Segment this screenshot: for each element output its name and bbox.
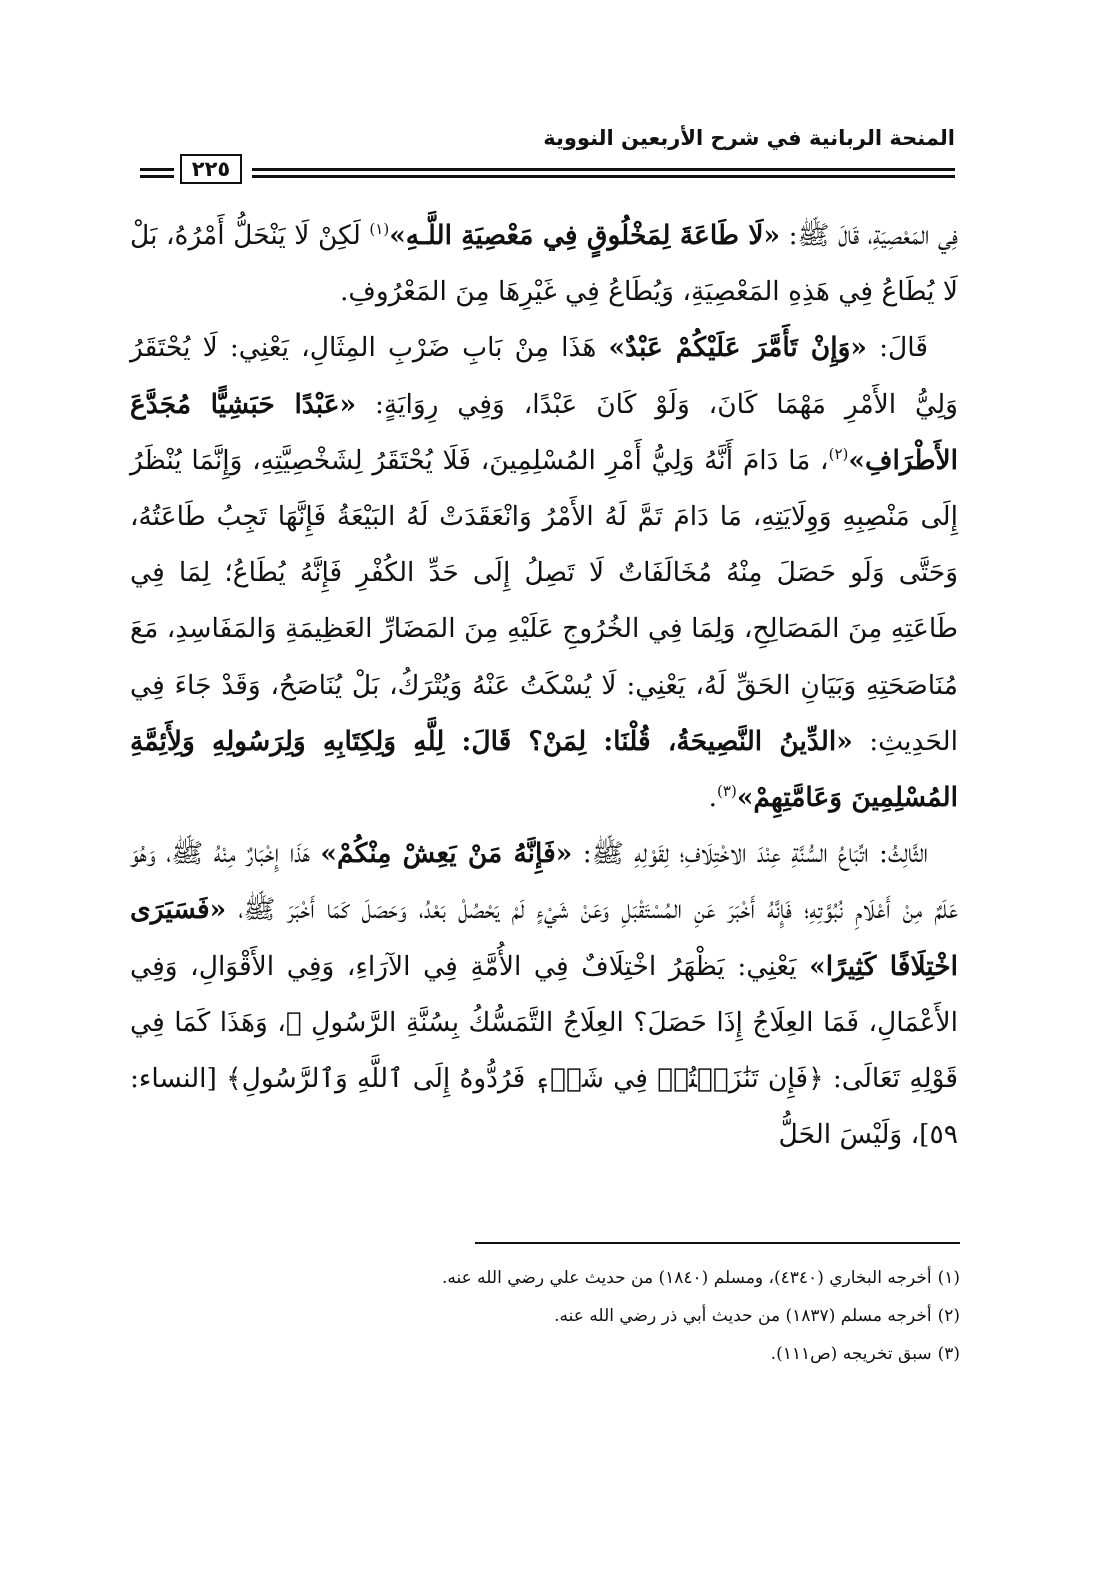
hadith-quote: «عَبْدًا حَبَشِيًّا مُجَدَّعَ الأَطْرَافِ» — [130, 388, 958, 476]
hadith-quote: «فَسَيَرَى اخْتِلَافًا كَثِيرًا» — [130, 894, 958, 982]
text-run: [النساء: ٥٩]، وَلَيْسَ الحَلُّ — [130, 1063, 958, 1151]
book-title: المنحة الربانية في شرح الأربعين النووية — [543, 126, 955, 150]
text-run: ، مَا دَامَ أَنَّهُ وَلِيُّ أَمْرِ المُسْلِمِينَ، فَلَا يُحْتَقَرُ لِشَخْصِيَّتِهِ، وَإِنَّمَا يُنْظَرُ إِلَى مَنْصِبِهِ وَوِلَايَتِهِ، مَا دَامَ تَمَّ لَهُ الأَمْرُ وَانْعَقَدَتْ لَهُ البَيْعَةُ فَإِنَّهَا تَجِبُ طَاعَتُهُ، وَحَتَّى وَلَو حَصَلَ مِنْهُ مُخَالَفَاتٌ لَا تَصِلُ إِلَى حَدِّ الكُفْرِ فَإِنَّهُ يُطَاعُ؛ لِمَا فِي طَاعَتِهِ مِنَ المَصَالِحِ، وَلِمَا فِي الخُرُوجِ عَلَيْهِ مِنَ المَضَارِّ العَظِيمَةِ وَالمَفَاسِدِ، مَعَ مُنَاصَحَتِهِ وَبَيَانِ الحَقِّ لَهُ، يَعْنِي: لَا يُسْكَتُ عَنْهُ وَيُتْرَكُ، بَلْ يُنَاصَحُ، وَقَدْ جَاءَ فِي الحَدِيثِ: — [130, 444, 958, 757]
hadith-quote: «الدِّينُ النَّصِيحَةُ، قُلْنَا: لِمَنْ؟ قَالَ: لِلَّهِ وَلِكِتَابِهِ وَلِرَسُولِهِ وَلِأَئِمَّةِ المُسْلِمِينَ وَعَامَّتِهِمْ» — [130, 725, 958, 814]
footnote-1 — [300, 1259, 960, 1297]
text-run: قَالَ: — [866, 332, 928, 364]
text-run: فِي المَعْصِيَةِ، قَالَ ﷺ: — [780, 220, 958, 251]
text-run: لَكِنْ لَا يَنْحَلُّ أَمْرُهُ، بَلْ لَا يُطَاعُ فِي هَذِهِ المَعْصِيَةِ، وَيُطَاعُ فِي غَيْرِهَا مِنَ المَعْرُوفِ. — [130, 220, 958, 308]
footnote-text: أخرجه البخاري (٤٣٤٠)، ومسلم (١٨٤٠) من حديث علي رضي الله عنه. — [441, 1268, 932, 1288]
text-run: الثَّالِثُ: اتِّبَاعُ السُّنَّةِ عِنْدَ الاخْتِلَافِ؛ لِقَوْلِهِ ﷺ: — [572, 838, 928, 870]
header-rule-long — [252, 168, 955, 178]
footnote-ref[interactable]: (٢) — [828, 444, 849, 463]
main-text — [130, 208, 958, 1163]
hadith-quote: «فَإِنَّهُ مَنْ يَعِشْ مِنْكُمْ» — [320, 838, 573, 870]
page-number: ٢٢٥ — [180, 154, 242, 184]
footnote-separator — [475, 1242, 960, 1244]
footnote-mark: (٢) — [937, 1306, 960, 1326]
footnote-ref[interactable]: (١) — [369, 220, 390, 239]
footnote-mark: (٣) — [937, 1344, 960, 1364]
header-rule — [140, 152, 955, 192]
text-run: . — [708, 782, 718, 814]
text-run: هَذَا مِنْ بَابِ ضَرْبِ المِثَالِ، يَعْنِي: لَا يُحْتَقَرُ وَلِيُّ الأَمْرِ مَهْمَا كَانَ، وَلَوْ كَانَ عَبْدًا، وَفِي رِوَايَةٍ: — [130, 332, 958, 420]
quran-verse: ﴿فَإِن تَنَٰزَعۡتُمۡ فِي شَيۡءٖ فَرُدُّوهُ إِلَى ٱللَّهِ وَٱلرَّسُولِ﴾ — [226, 1063, 824, 1095]
footnote-text: أخرجه مسلم (١٨٣٧) من حديث أبي ذر رضي الله عنه. — [554, 1306, 932, 1326]
hadith-quote: «لَا طَاعَةَ لِمَخْلُوقٍ فِي مَعْصِيَةِ اللَّـهِ» — [389, 220, 781, 251]
text-run: هَذَا إِخْبَارٌ مِنْهُ ﷺ، وَهُوَ عَلَمٌ مِنْ أَعْلَامِ نُبُوَّتِهِ؛ فَإِنَّهُ أَخْبَرَ عَنِ المُسْتَقْبَلِ وَعَنْ شَيْءٍ لَمْ يَحْصُلْ بَعْدُ، وَحَصَلَ كَمَا أَخْبَرَ ﷺ، — [130, 838, 958, 926]
paragraph-3 — [130, 826, 958, 1163]
footnote-3 — [300, 1335, 960, 1373]
paragraph-1 — [130, 208, 958, 320]
hadith-quote: «وَإِنْ تَأَمَّرَ عَلَيْكُمْ عَبْدٌ» — [608, 332, 867, 364]
footnote-2 — [300, 1297, 960, 1335]
running-header — [140, 122, 955, 192]
paragraph-2 — [130, 320, 958, 826]
text-run: يَعْنِي: يَظْهَرُ اخْتِلَافٌ فِي الأُمَّةِ فِي الآرَاءِ، وَفِي الأَقْوَالِ، وَفِي الأَعْمَالِ، فَمَا العِلَاجُ إِذَا حَصَلَ؟ العِلَاجُ التَّمَسُّكُ بِسُنَّةِ الرَّسُولِ ﷺ، وَهَذَا كَمَا فِي قَوْلِهِ تَعَالَى: — [130, 950, 958, 1095]
header-rule-short — [140, 168, 174, 178]
footnote-ref[interactable]: (٣) — [717, 782, 737, 801]
footnotes — [300, 1259, 960, 1373]
footnote-text: سبق تخريجه (ص١١١). — [770, 1344, 932, 1364]
footnote-mark: (١) — [937, 1268, 960, 1288]
